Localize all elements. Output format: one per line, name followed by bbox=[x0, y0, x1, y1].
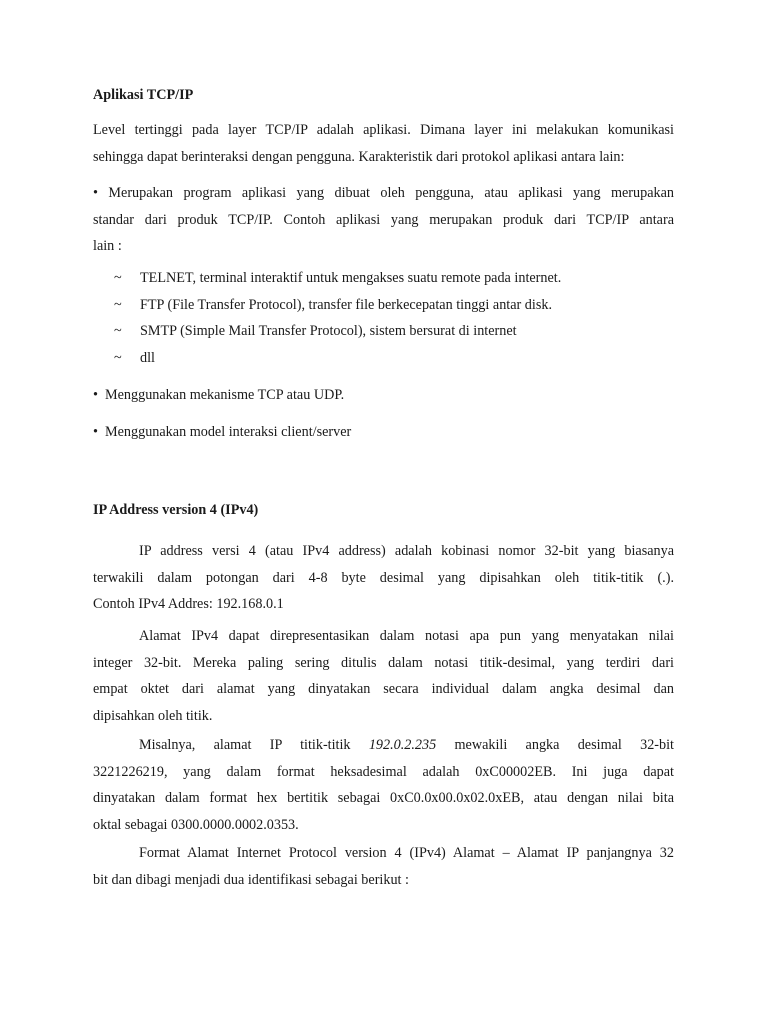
paragraph-line: empat oktet dari alamat yang dinyatakan secara individual dalam angka desimal dan bbox=[93, 681, 674, 697]
bullet-line: lain : bbox=[93, 238, 122, 254]
paragraph-line: integer 32-bit. Mereka paling sering ditulis dalam notasi titik-desimal, yang terdiri dari bbox=[93, 654, 674, 671]
tilde-icon: ~ bbox=[114, 323, 122, 339]
paragraph-misalnya bbox=[93, 732, 674, 838]
list-item bbox=[114, 349, 155, 367]
bullet-item-model bbox=[93, 423, 351, 441]
bullet-item-mekanisme bbox=[93, 386, 344, 404]
paragraph-line: bit dan dibagi menjadi dua identifikasi sebagai berikut : bbox=[93, 871, 409, 888]
paragraph-format-alamat bbox=[93, 840, 674, 893]
text-span: Misalnya, alamat IP titik-titik bbox=[139, 737, 351, 753]
section-title-ipv4: IP Address version 4 (IPv4) bbox=[93, 502, 259, 518]
paragraph-line: terwakili dalam potongan dari 4-8 byte desimal yang dipisahkan oleh titik-titik (.). bbox=[93, 569, 674, 586]
tilde-icon: ~ bbox=[114, 350, 122, 366]
paragraph-line: 3221226219, yang dalam format heksadesimal adalah 0xC00002EB. Ini juga dapat bbox=[93, 763, 674, 780]
bullet-text: Merupakan program aplikasi yang dibuat oleh pengguna, atau aplikasi yang merupakan bbox=[108, 185, 674, 201]
tilde-icon: ~ bbox=[114, 270, 122, 286]
list-item-text: SMTP (Simple Mail Transfer Protocol), sistem bersurat di internet bbox=[140, 323, 517, 339]
bullet-icon: • bbox=[93, 185, 98, 201]
list-item-text: FTP (File Transfer Protocol), transfer file berkecepatan tinggi antar disk. bbox=[140, 297, 552, 313]
list-item bbox=[114, 322, 517, 340]
paragraph-line: oktal sebagai 0300.0000.0002.0353. bbox=[93, 816, 299, 833]
bullet-item-program-aplikasi bbox=[93, 180, 674, 260]
paragraph-line: dipisahkan oleh titik. bbox=[93, 707, 213, 724]
bullet-line bbox=[93, 180, 674, 207]
list-item bbox=[114, 269, 561, 287]
text-span: mewakili angka desimal 32-bit bbox=[454, 737, 675, 753]
list-item-text: TELNET, terminal interaktif untuk mengakses suatu remote pada internet. bbox=[140, 270, 562, 286]
bullet-text: Menggunakan mekanisme TCP atau UDP. bbox=[105, 387, 345, 403]
paragraph-line: Alamat IPv4 dapat direpresentasikan dalam notasi apa pun yang menyatakan nilai bbox=[139, 628, 674, 644]
list-item-text: dll bbox=[140, 350, 155, 366]
list-item bbox=[114, 296, 552, 314]
paragraph-line: IP address versi 4 (atau IPv4 address) adalah kobinasi nomor 32-bit yang biasanya bbox=[139, 543, 674, 559]
paragraph-ip-address bbox=[93, 538, 674, 618]
paragraph-line: dinyatakan dalam format hex bertitik sebagai 0xC0.0x00.0x02.0xEB, atau dengan nilai bita bbox=[93, 790, 674, 806]
paragraph-alamat-ipv4 bbox=[93, 623, 674, 729]
section-title-aplikasi: Aplikasi TCP/IP bbox=[93, 87, 194, 103]
bullet-icon: • bbox=[93, 424, 98, 440]
intro-paragraph bbox=[93, 117, 674, 170]
bullet-line: standar dari produk TCP/IP. Contoh aplikasi yang merupakan produk dari TCP/IP antara bbox=[93, 211, 674, 228]
paragraph-line bbox=[93, 732, 674, 759]
paragraph-line: Format Alamat Internet Protocol version 4 (IPv4) Alamat – Alamat IP panjangnya 32 bbox=[139, 845, 674, 861]
ip-example: 192.0.2.235 bbox=[368, 737, 437, 753]
bullet-text: Menggunakan model interaksi client/server bbox=[105, 424, 352, 440]
intro-line: Level tertinggi pada layer TCP/IP adalah aplikasi. Dimana layer ini melakukan komunikasi bbox=[93, 122, 674, 138]
tilde-icon: ~ bbox=[114, 297, 122, 313]
intro-line: sehingga dapat berinteraksi dengan pengguna. Karakteristik dari protokol aplikasi antara lain: bbox=[93, 148, 625, 165]
paragraph-line: Contoh IPv4 Addres: 192.168.0.1 bbox=[93, 596, 284, 612]
bullet-icon: • bbox=[93, 387, 98, 403]
